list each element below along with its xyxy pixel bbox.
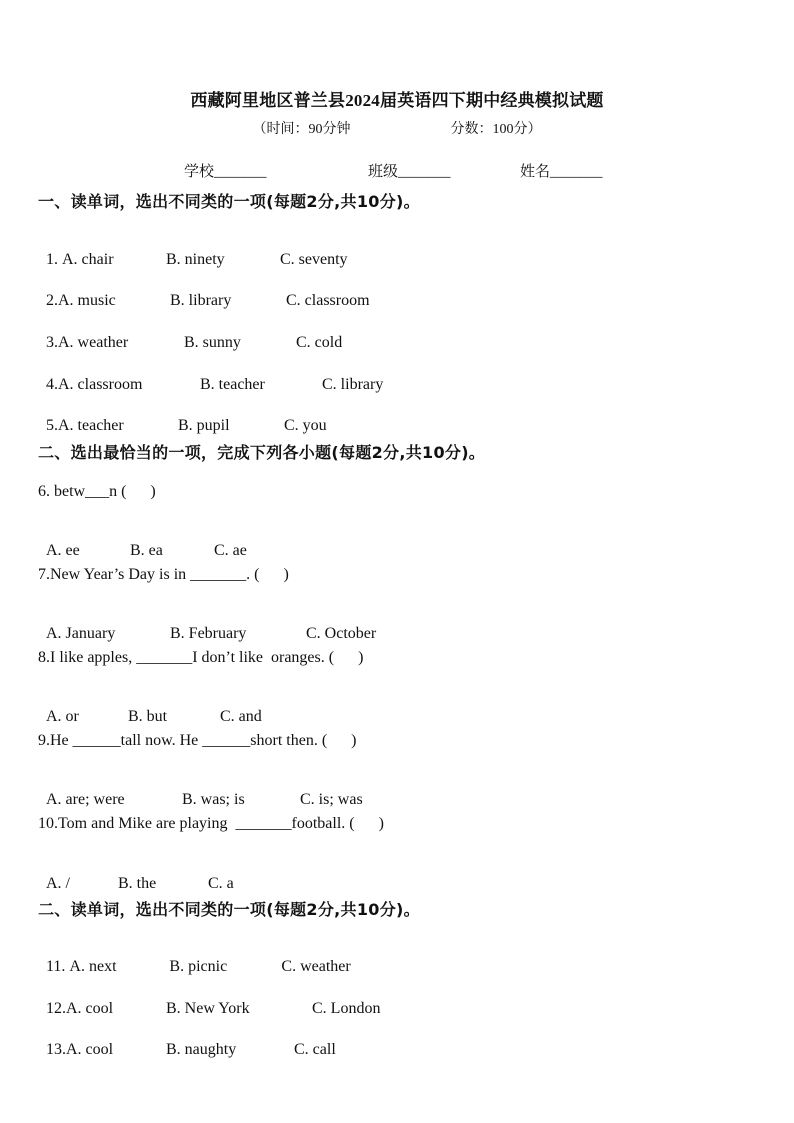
option-b: B. February [170, 625, 247, 642]
question-number: 5. [46, 417, 58, 434]
option-a: A. are; were [46, 791, 125, 808]
option-c: C. cold [296, 334, 343, 351]
question-1 [38, 233, 348, 269]
option-b: B. New York [166, 1000, 250, 1017]
option-a: A. next [69, 958, 117, 975]
question-number: 1. [46, 251, 62, 268]
option-b: B. library [170, 292, 232, 309]
option-b: B. but [128, 708, 168, 725]
question-number: 3. [46, 334, 58, 351]
exam-time: （时间：90分钟 [252, 122, 351, 137]
option-c: C. ae [214, 542, 247, 559]
option-a: A. / [46, 875, 70, 892]
option-c: C. you [284, 417, 327, 434]
question-2 [38, 274, 370, 310]
option-a: A. or [46, 708, 79, 725]
question-8-options [38, 690, 262, 726]
question-7-options [38, 607, 376, 643]
option-c: C. is; was [300, 791, 363, 808]
option-a: A. cool [66, 1000, 114, 1017]
class-field: 班级_______ [368, 164, 451, 180]
exam-title: 西藏阿里地区普兰县2024届英语四下期中经典模拟试题 [190, 91, 604, 110]
option-a: A. cool [66, 1041, 114, 1058]
option-c: C. call [294, 1041, 336, 1058]
option-c: C. weather [281, 958, 351, 975]
option-a: A. music [58, 292, 116, 309]
option-b: B. naughty [166, 1041, 237, 1058]
question-number: 4. [46, 376, 58, 393]
question-6-stem: 6. betw___n ( ) [38, 483, 156, 500]
question-number: 13. [46, 1041, 66, 1058]
question-8-stem: 8.I like apples, _______I don’t like oranges. ( ) [38, 649, 364, 666]
question-number: 12. [46, 1000, 66, 1017]
question-5 [38, 399, 327, 435]
question-3 [38, 316, 342, 352]
exam-score: 分数：100分） [450, 122, 542, 137]
school-field: 学校_______ [184, 164, 267, 180]
section-heading-1: 一、读单词，选出不同类的一项(每题2分,共10分)。 [38, 192, 420, 211]
question-9-stem: 9.He ______tall now. He ______short then. ( ) [38, 732, 357, 749]
name-field: 姓名_______ [520, 164, 603, 180]
option-c: C. library [322, 376, 384, 393]
section-heading-2: 二、选出最恰当的一项，完成下列各小题(每题2分,共10分)。 [38, 443, 486, 462]
question-10-stem: 10.Tom and Mike are playing _______football. ( ) [38, 815, 384, 832]
option-c: C. a [208, 875, 234, 892]
question-10-options [38, 857, 234, 893]
option-c: C. seventy [280, 251, 348, 268]
option-c: C. London [312, 1000, 381, 1017]
option-a: A. January [46, 625, 116, 642]
option-b: B. ea [130, 542, 163, 559]
option-a: A. classroom [58, 376, 143, 393]
option-c: C. classroom [286, 292, 370, 309]
question-13 [38, 1023, 336, 1059]
option-b: B. pupil [178, 417, 230, 434]
question-11 [38, 940, 351, 976]
option-b: B. picnic [169, 958, 228, 975]
option-c: C. and [220, 708, 262, 725]
option-b: B. the [118, 875, 157, 892]
question-number: 11. [46, 958, 70, 975]
question-6-options [38, 524, 247, 560]
question-9-options [38, 773, 363, 809]
question-4 [38, 358, 383, 394]
option-b: B. was; is [182, 791, 245, 808]
question-12 [38, 982, 380, 1018]
question-7-stem: 7.New Year’s Day is in _______. ( ) [38, 566, 289, 583]
option-b: B. ninety [166, 251, 225, 268]
option-b: B. sunny [184, 334, 241, 351]
question-number: 2. [46, 292, 58, 309]
exam-subtitle [0, 118, 794, 138]
section-heading-3: 二、读单词，选出不同类的一项(每题2分,共10分)。 [38, 900, 420, 919]
option-a: A. teacher [58, 417, 124, 434]
option-a: A. ee [46, 542, 80, 559]
option-a: A. weather [58, 334, 129, 351]
option-b: B. teacher [200, 376, 265, 393]
option-a: A. chair [62, 251, 114, 268]
option-c: C. October [306, 625, 377, 642]
